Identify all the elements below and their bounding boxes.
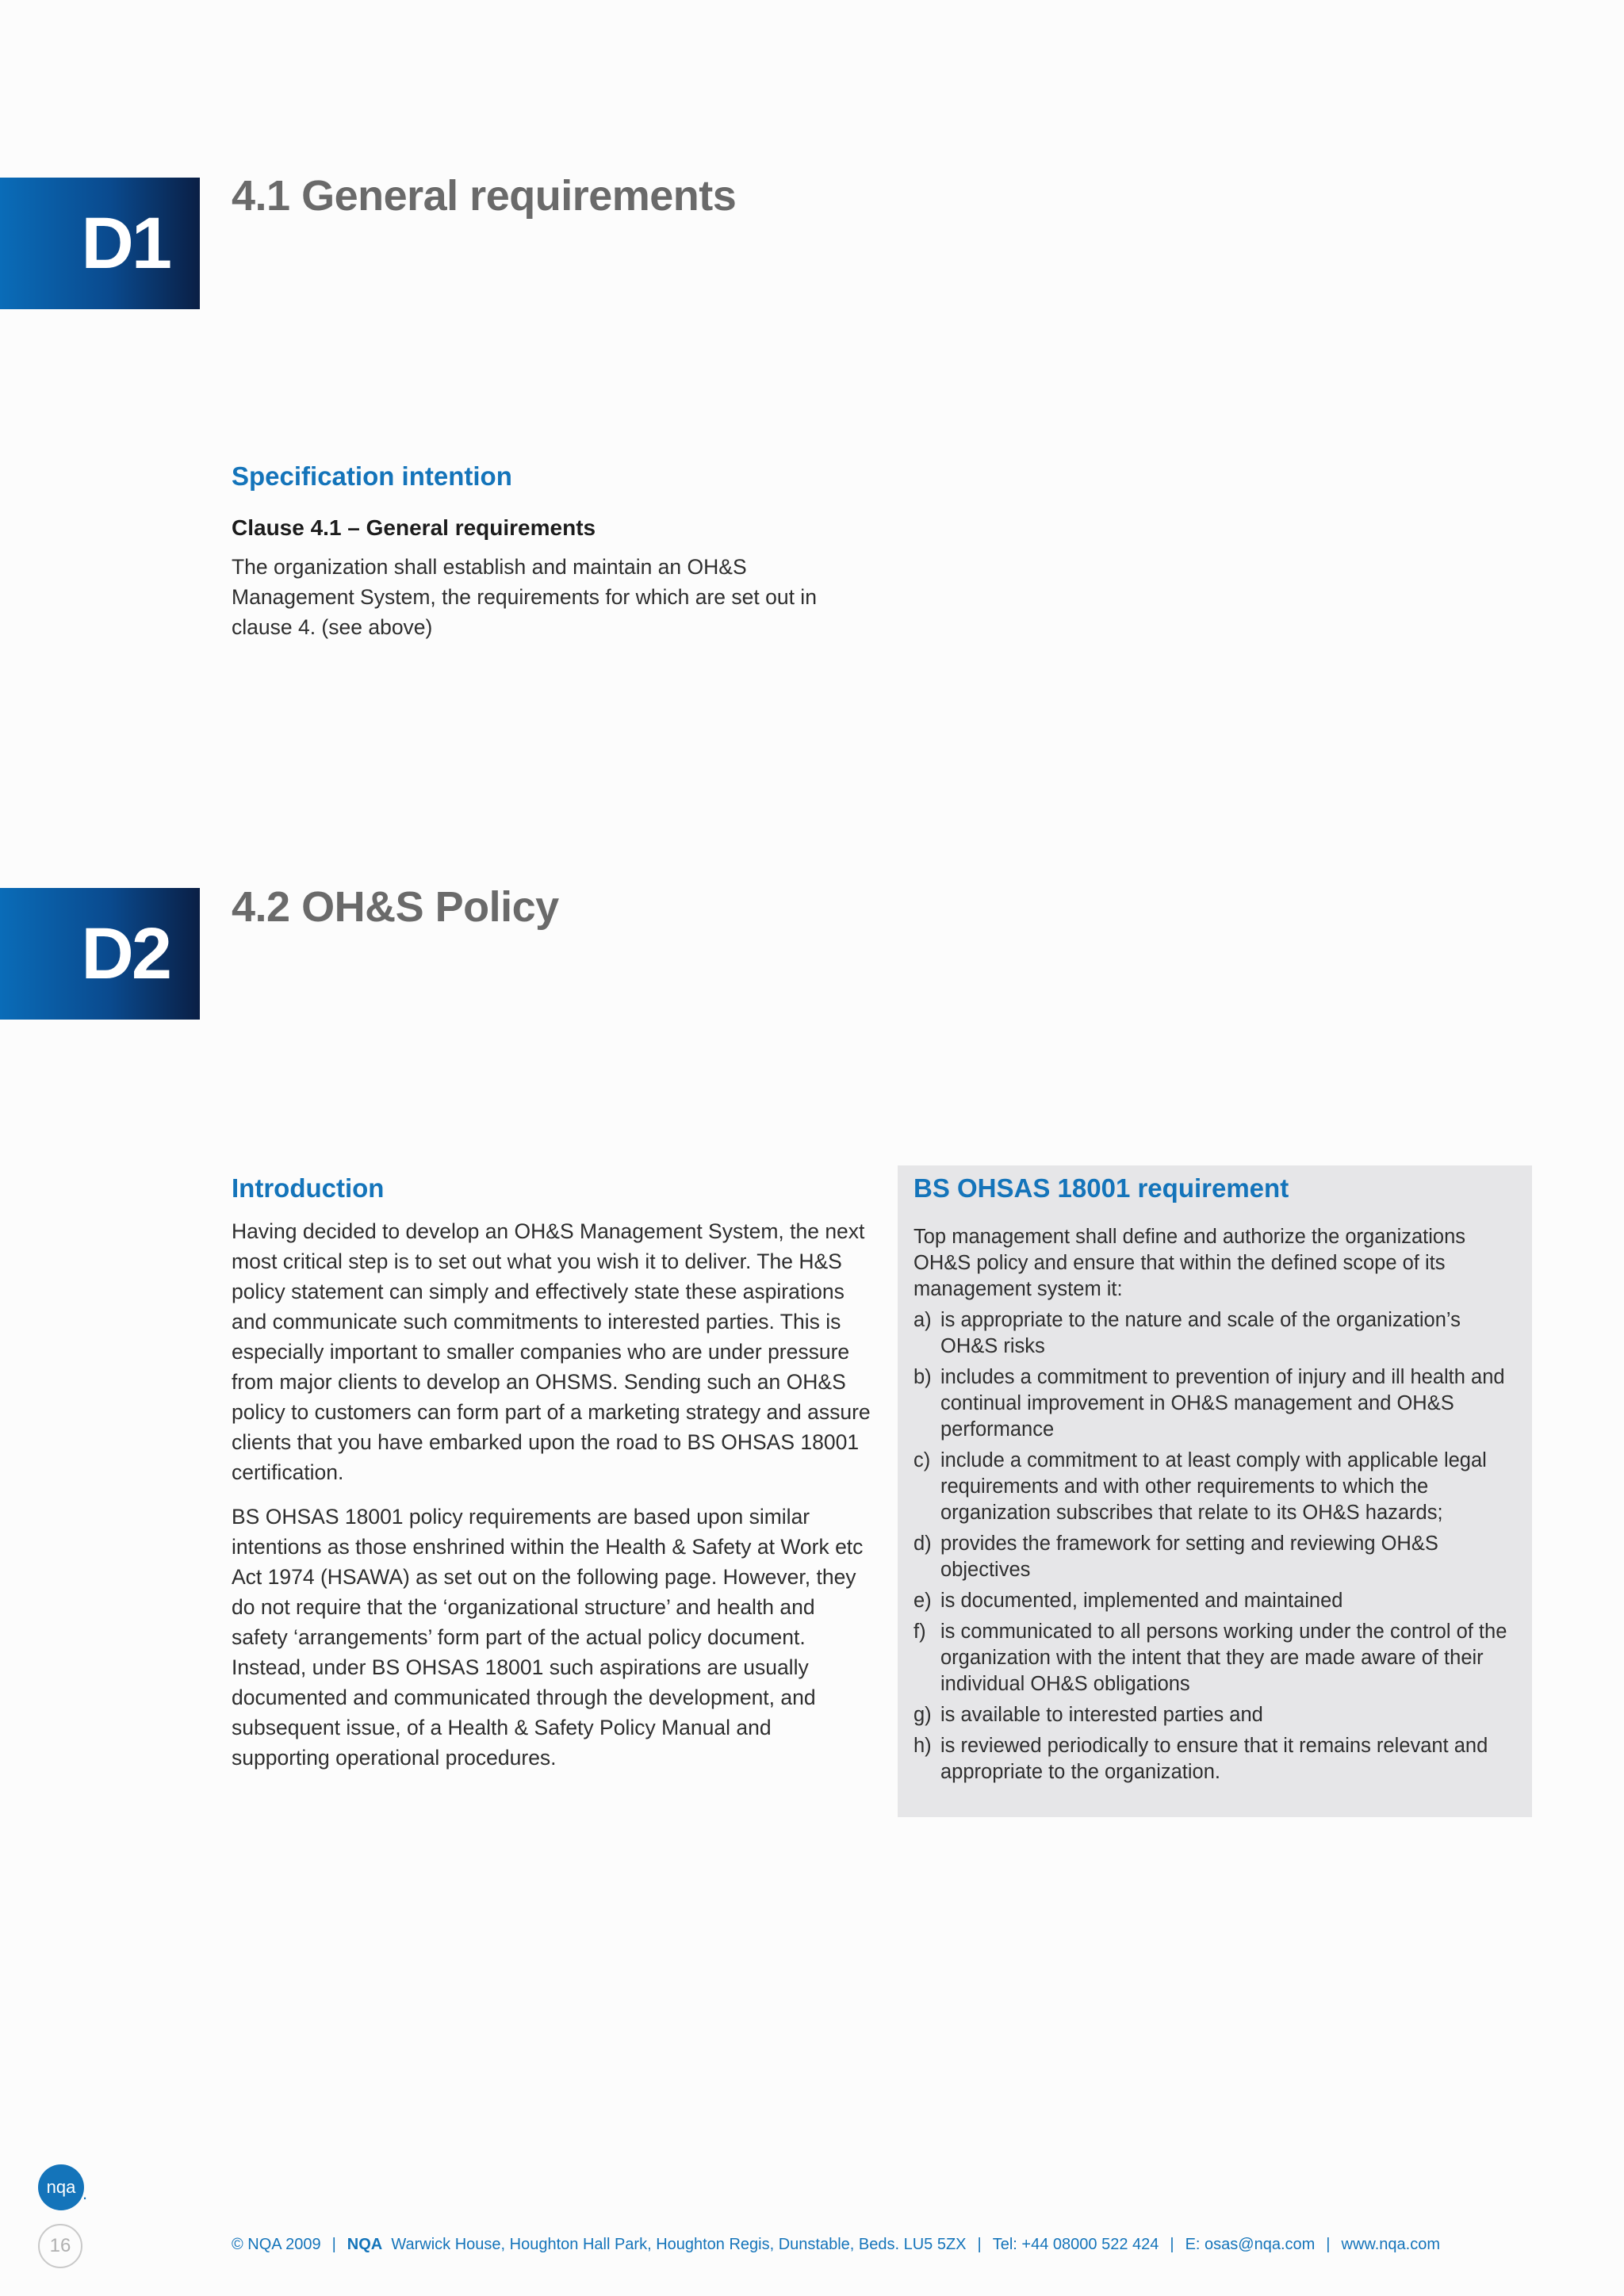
nqa-logo xyxy=(38,2164,84,2210)
footer-company: NQA xyxy=(347,2236,383,2253)
requirement-list xyxy=(914,1307,1516,1785)
section-tab-d1: D1 xyxy=(0,178,200,309)
item-letter: c) xyxy=(914,1449,931,1471)
footer-copyright: © NQA 2009 xyxy=(232,2236,321,2253)
item-text: is communicated to all persons working under the control of the organization with the intent that they are made aware of their individual OH&S obligations xyxy=(940,1621,1507,1695)
specification-intention-heading: Specification intention xyxy=(232,461,512,491)
item-text: is reviewed periodically to ensure that it remains relevant and appropriate to the organization. xyxy=(940,1735,1488,1783)
item-letter: e) xyxy=(914,1590,932,1612)
clause-text xyxy=(232,552,858,656)
requirement-item xyxy=(914,1307,1516,1360)
introduction-heading: Introduction xyxy=(232,1173,385,1203)
section-tab-d2: D2 xyxy=(0,888,200,1020)
item-letter: d) xyxy=(914,1533,932,1555)
intro-paragraph: BS OHSAS 18001 policy requirements are based upon similar intentions as those enshrined within the Health & Safety at Work etc Act 1974 (HSAWA) as set out on the following page. However, they do not require that the ‘organizational structure’ and health and safety ‘arrangements’ form part of the actual policy document. Instead, under BS OHSAS 18001 such aspirations are usually documented and communicated through the development, and subsequent issue, of a Health & Safety Policy Manual and supporting operational procedures. xyxy=(232,1505,864,1770)
item-letter: f) xyxy=(914,1621,926,1643)
logo-text: nqa xyxy=(46,2177,76,2197)
requirement-item xyxy=(914,1702,1516,1728)
item-text: provides the framework for setting and reviewing OH&S objectives xyxy=(940,1533,1438,1581)
section-title-general-requirements: 4.1 General requirements xyxy=(232,172,737,220)
introduction-body xyxy=(232,1216,874,1787)
item-text: is documented, implemented and maintained xyxy=(940,1590,1343,1612)
requirement-item xyxy=(914,1588,1516,1614)
item-letter: b) xyxy=(914,1366,932,1388)
item-text: is appropriate to the nature and scale of the organization’s OH&S risks xyxy=(940,1309,1461,1357)
requirement-item xyxy=(914,1531,1516,1583)
requirement-item xyxy=(914,1364,1516,1443)
item-letter: a) xyxy=(914,1309,932,1331)
footer-tel: Tel: +44 08000 522 424 xyxy=(992,2236,1159,2253)
footer-separator: | xyxy=(331,2236,336,2253)
footer-email-link[interactable]: E: osas@nqa.com xyxy=(1185,2236,1316,2253)
section-title-ohs-policy: 4.2 OH&S Policy xyxy=(232,883,559,931)
item-letter: g) xyxy=(914,1704,932,1726)
footer-address: Warwick House, Houghton Hall Park, Houghton Regis, Dunstable, Beds. LU5 5ZX xyxy=(391,2236,967,2253)
requirement-item xyxy=(914,1448,1516,1526)
requirement-intro: Top management shall define and authorize the organizations OH&S policy and ensure that within the defined scope of its management system it: xyxy=(914,1226,1466,1300)
clause-heading: Clause 4.1 – General requirements xyxy=(232,515,596,540)
item-text: include a commitment to at least comply with applicable legal requirements and with other requirements to which the organization subscribes that relate to its OH&S hazards; xyxy=(940,1449,1487,1524)
logo-dot-icon: . xyxy=(82,2183,88,2203)
item-text: includes a commitment to prevention of injury and ill health and continual improvement in OH&S management and OH&S performance xyxy=(940,1366,1505,1441)
requirement-item xyxy=(914,1733,1516,1785)
footer-separator: | xyxy=(1326,2236,1331,2253)
footer-bar xyxy=(232,2236,1532,2254)
requirement-item xyxy=(914,1619,1516,1697)
page-number: 16 xyxy=(38,2224,82,2268)
footer-website-link[interactable]: www.nqa.com xyxy=(1341,2236,1440,2253)
item-text: is available to interested parties and xyxy=(940,1704,1263,1726)
requirement-box xyxy=(898,1165,1532,1817)
footer-separator: | xyxy=(1170,2236,1174,2253)
requirement-heading: BS OHSAS 18001 requirement xyxy=(914,1173,1289,1203)
intro-paragraph: Having decided to develop an OH&S Management System, the next most critical step is to set out what you wish it to deliver. The H&S policy statement can simply and effectively state these aspirations and communicate such commitments to interested parties. This is especially important to smaller companies who are under pressure from major clients to develop an OHSMS. Sending such an OH&S policy to customers can form part of a marketing strategy and assure clients that you have embarked upon the road to BS OHSAS 18001 certification. xyxy=(232,1219,871,1484)
footer-separator: | xyxy=(977,2236,982,2253)
item-letter: h) xyxy=(914,1735,932,1757)
clause-paragraph: The organization shall establish and maintain an OH&S Management System, the requirements for which are set out in clause 4. (see above) xyxy=(232,555,817,639)
